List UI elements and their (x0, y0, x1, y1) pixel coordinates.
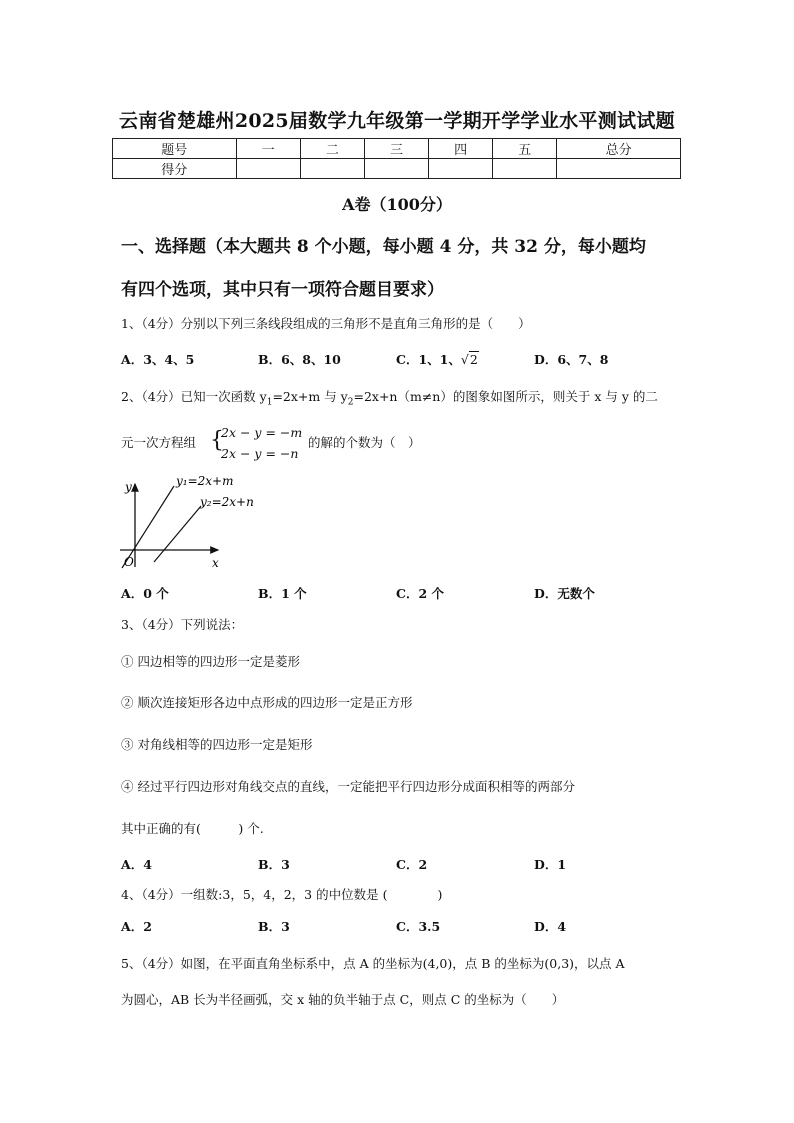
q1-option-d: D．6、7、8 (534, 352, 609, 367)
section-heading-line1: 一、选择题（本大题共 8 个小题，每小题 4 分，共 32 分，每小题均 (121, 237, 646, 257)
q2-stem-a: 2、（4分）已知一次函数 y (121, 389, 267, 404)
x-axis-label: x (212, 556, 219, 570)
q5-line2: 为圆心，AB 长为半径画弧，交 x 轴的负半轴于点 C，则点 C 的坐标为（ ） (121, 992, 565, 1007)
section-heading-line2: 有四个选项，其中只有一项符合题目要求） (121, 280, 444, 300)
equation-system (221, 422, 302, 464)
table-cell (493, 159, 557, 179)
sqrt-radicand: 2 (469, 352, 478, 367)
q4-stem: 4、（4分）一组数:3，5，4，2，3 的中位数是 ( ) (121, 887, 443, 902)
table-cell: 五 (493, 139, 557, 159)
q4-option-a: A．2 (121, 919, 152, 934)
score-table (112, 138, 681, 179)
equation-2: 2x − y = −n (221, 446, 299, 461)
table-cell: 总分 (557, 139, 681, 159)
line-y2 (154, 506, 201, 562)
table-cell: 四 (429, 139, 493, 159)
q4-option-c: C．3.5 (396, 919, 441, 934)
line-y1-label: y₁=2x+m (176, 474, 234, 488)
y-axis-label: y (125, 480, 132, 494)
paper-section-heading: A卷（100分） (342, 195, 452, 214)
q2-line2-post: 的解的个数为（ ） (308, 435, 421, 450)
q3-option-d: D．1 (534, 857, 567, 872)
table-cell: 得分 (113, 159, 237, 179)
q3-statement-3: ③ 对角线相等的四边形一定是矩形 (121, 737, 313, 752)
system-brace: { (210, 428, 224, 453)
q3-stem: 3、（4分）下列说法： (121, 617, 244, 632)
line-y2-label: y₂=2x+n (200, 495, 254, 509)
q2-option-c: C．2 个 (396, 586, 444, 601)
table-cell (300, 159, 364, 179)
q2-stem-b: =2x+m 与 y (272, 389, 348, 404)
q2-option-a: A．0 个 (121, 586, 169, 601)
sqrt-symbol: √ (460, 352, 469, 367)
table-cell: 题号 (113, 139, 237, 159)
table-cell: 三 (364, 139, 428, 159)
table-cell (429, 159, 493, 179)
q2-sub1: 1 (266, 397, 273, 408)
table-row (113, 159, 681, 179)
exam-title: 云南省楚雄州2025届数学九年级第一学期开学学业水平测试试题 (119, 110, 675, 132)
q3-statement-4: ④ 经过平行四边形对角线交点的直线，一定能把平行四边形分成面积相等的两部分 (121, 779, 575, 794)
q2-option-d: D．无数个 (534, 586, 595, 601)
table-cell: 二 (300, 139, 364, 159)
origin-label: O (124, 555, 134, 569)
q2-option-b: B．1 个 (258, 586, 307, 601)
q1-option-b: B．6、8、10 (258, 352, 341, 367)
q2-stem-c: =2x+n（m≠n）的图象如图所示，则关于 x 与 y 的二 (353, 389, 658, 404)
q4-option-b: B．3 (258, 919, 290, 934)
equation-1: 2x − y = −m (221, 425, 303, 440)
q5-line1: 5、（4分）如图，在平面直角坐标系中，点 A 的坐标为(4,0)，点 B 的坐标为(0,3)，以点 A (121, 956, 625, 971)
table-cell (364, 159, 428, 179)
q4-option-d: D．4 (534, 919, 567, 934)
q2-stem (121, 387, 658, 408)
table-row (113, 139, 681, 159)
q3-option-a: A．4 (121, 857, 152, 872)
q1-option-a: A．3、4、5 (121, 352, 195, 367)
table-cell (236, 159, 300, 179)
q3-tail: 其中正确的有( ) 个. (121, 821, 264, 836)
q2-sub2: 2 (347, 397, 354, 408)
q2-line2-pre: 元一次方程组 (121, 435, 197, 450)
q3-statement-1: ① 四边相等的四边形一定是菱形 (121, 654, 300, 669)
q3-option-b: B．3 (258, 857, 290, 872)
q1-stem: 1、（4分）分别以下列三条线段组成的三角形不是直角三角形的是（ ） (121, 316, 531, 331)
q1-option-c-text: C．1、1、 (396, 352, 461, 367)
q2-graph (116, 470, 266, 572)
table-cell (557, 159, 681, 179)
q3-statement-2: ② 顺次连接矩形各边中点形成的四边形一定是正方形 (121, 695, 413, 710)
q3-option-c: C．2 (396, 857, 428, 872)
q1-option-c (396, 350, 479, 368)
table-cell: 一 (236, 139, 300, 159)
